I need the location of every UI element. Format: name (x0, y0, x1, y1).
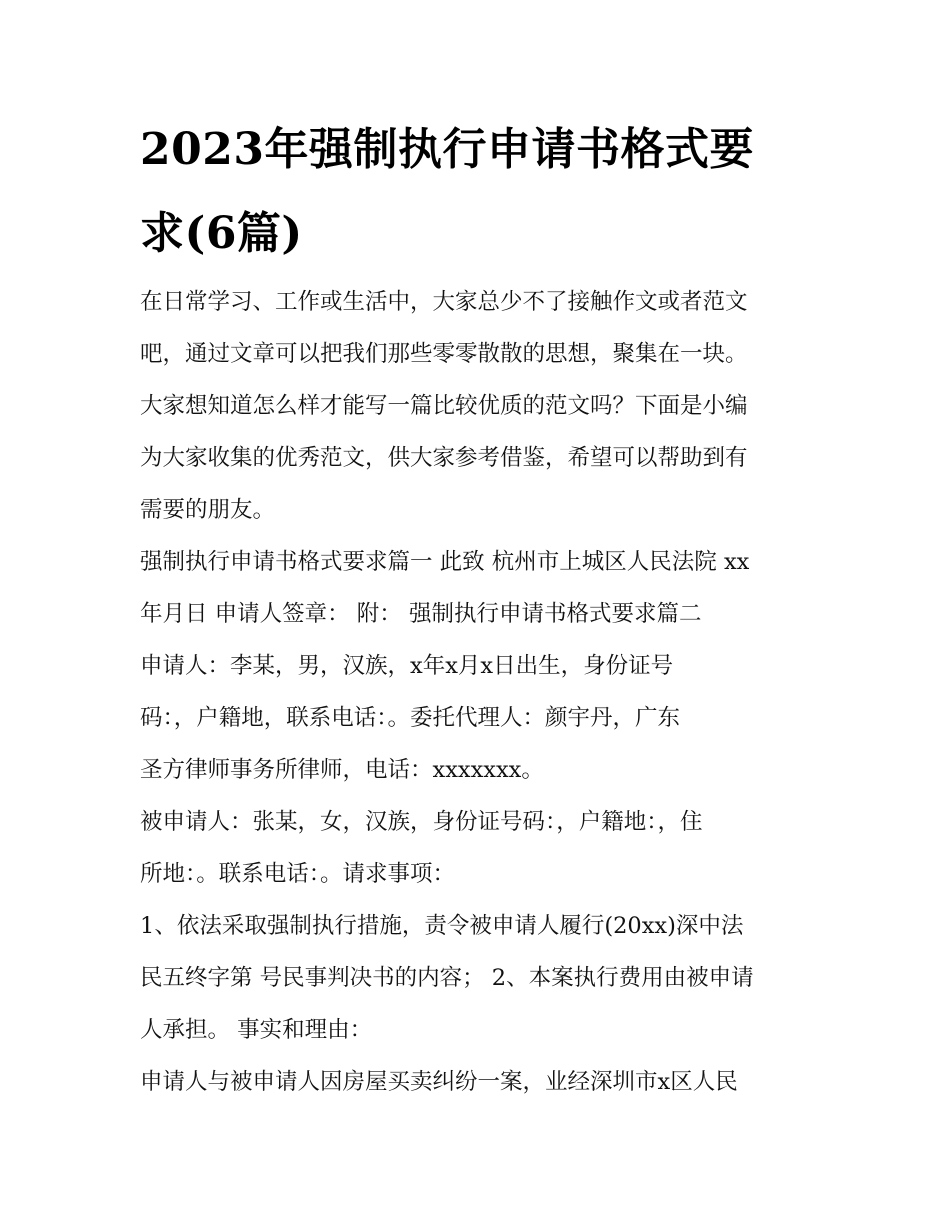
body-line: 为大家收集的优秀范文，供大家参考借鉴，希望可以帮助到有 (140, 445, 748, 471)
document-body (140, 282, 820, 1114)
body-line: 民五终字第 号民事判决书的内容； 2、本案执行费用由被申请 (140, 965, 754, 991)
body-line: 所地：。联系电话：。请求事项： (140, 861, 456, 887)
document-title (140, 108, 820, 276)
body-line: 强制执行申请书格式要求篇一 此致 杭州市上城区人民法院 xx (140, 549, 750, 575)
title-line-2: 求(6篇) (140, 208, 303, 259)
body-line: 需要的朋友。 (140, 497, 276, 523)
body-line: 码：，户籍地，联系电话：。委托代理人：颜宇丹，广东 (140, 705, 681, 731)
body-line: 吧，通过文章可以把我们那些零零散散的思想，聚集在一块。 (140, 341, 748, 367)
body-line: 申请人与被申请人因房屋买卖纠纷一案，业经深圳市x区人民 (140, 1069, 738, 1095)
body-line: 在日常学习、工作或生活中，大家总少不了接触作文或者范文 (140, 289, 748, 315)
body-line: 申请人：李某，男，汉族，x年x月x日出生，身份证号 (140, 653, 674, 679)
body-line: 大家想知道怎么样才能写一篇比较优质的范文吗？下面是小编 (140, 393, 748, 419)
body-line: 圣方律师事务所律师，电话：xxxxxxx。 (140, 757, 544, 783)
title-line-1: 2023年强制执行申请书格式要 (140, 124, 754, 175)
body-line: 年月日 申请人签章： 附： 强制执行申请书格式要求篇二 (140, 601, 702, 627)
body-line: 被申请人：张某，女，汉族，身份证号码：，户籍地：，住 (140, 809, 703, 835)
body-line: 人承担。 事实和理由： (140, 1017, 373, 1043)
body-line: 1、依法采取强制执行措施，责令被申请人履行(20xx)深中法 (140, 913, 744, 939)
